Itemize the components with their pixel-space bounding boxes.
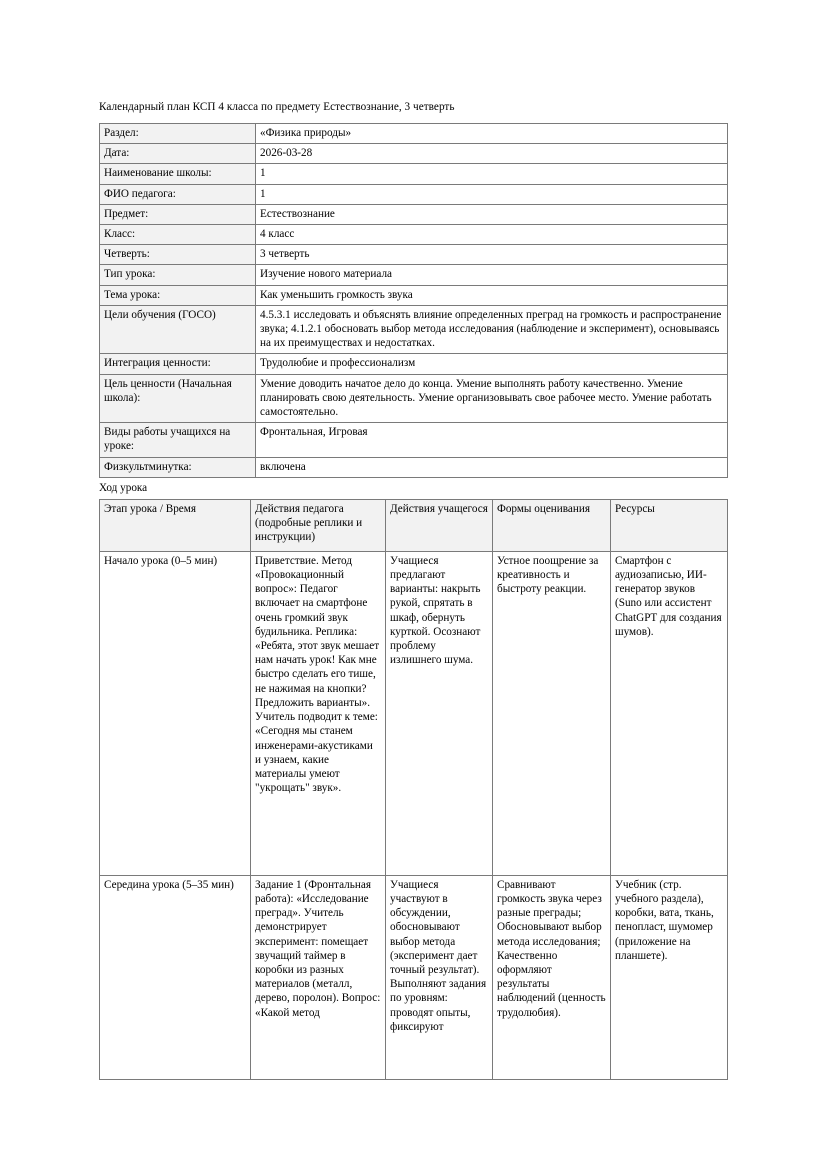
column-header-stage: Этап урока / Время [100,499,251,551]
lesson-info-body [100,124,728,478]
table-row [100,245,728,265]
info-label: Раздел: [100,124,256,144]
info-label: Четверть: [100,245,256,265]
table-row [100,225,728,245]
info-label: Класс: [100,225,256,245]
info-label: Тип урока: [100,265,256,285]
info-label: ФИО педагога: [100,184,256,204]
info-label: Цели обучения (ГОСО) [100,305,256,354]
info-value: 3 четверть [256,245,728,265]
page-title: Календарный план КСП 4 класса по предмету Естествознание, 3 четверть [99,101,455,113]
info-value: Как уменьшить громкость звука [256,285,728,305]
lesson-flow-table [99,499,728,1080]
info-value: 1 [256,184,728,204]
column-header-assessment: Формы оценивания [493,499,611,551]
table-row [100,551,728,875]
lesson-info-table [99,123,728,478]
info-label: Виды работы учащихся на уроке: [100,423,256,457]
info-value: Фронтальная, Игровая [256,423,728,457]
info-value: «Физика природы» [256,124,728,144]
info-value: включена [256,457,728,477]
table-row [100,875,728,1079]
cell-resources: Смартфон с аудиозаписью, ИИ-генератор звуков (Suno или ассистент ChatGPT для создания шумов). [611,551,728,875]
table-row [100,305,728,354]
lesson-flow-body [100,551,728,1079]
info-value: Трудолюбие и профессионализм [256,354,728,374]
cell-teacher-actions: Задание 1 (Фронтальная работа): «Исследование преград». Учитель демонстрирует эксперимент: помещает звучащий таймер в коробки из разных материалов (металл, дерево, поролон). Вопрос: «Какой метод [251,875,386,1079]
info-value: Изучение нового материала [256,265,728,285]
info-value: 4 класс [256,225,728,245]
table-row [100,144,728,164]
info-label: Наименование школы: [100,164,256,184]
cell-assessment: Сравнивают громкость звука через разные преграды; Обосновывают выбор метода исследования; Качественно оформляют результаты наблюдений (ценность трудолюбия). [493,875,611,1079]
info-label: Дата: [100,144,256,164]
table-row [100,285,728,305]
table-row [100,265,728,285]
info-label: Интеграция ценности: [100,354,256,374]
section-caption-lesson-flow: Ход урока [99,481,148,494]
info-value: 1 [256,164,728,184]
info-value: Умение доводить начатое дело до конца. Умение выполнять работу качественно. Умение планировать свою деятельность. Умение организовывать свое рабочее место. Умение работать самостоятельно. [256,374,728,423]
table-row [100,184,728,204]
lesson-flow-header [100,499,728,551]
column-header-student-actions: Действия учащегося [386,499,493,551]
table-row [100,457,728,477]
cell-stage: Середина урока (5–35 мин) [100,875,251,1079]
info-value: 4.5.3.1 исследовать и объяснять влияние определенных преград на громкость и распространение звука; 4.1.2.1 обосновать выбор метода исследования (наблюдение и эксперимент), основываясь на их преимуществах и недостатках. [256,305,728,354]
cell-resources: Учебник (стр. учебного раздела), коробки, вата, ткань, пенопласт, шумомер (приложение на планшете). [611,875,728,1079]
info-label: Предмет: [100,204,256,224]
table-header-row [100,499,728,551]
cell-student-actions: Учащиеся предлагают варианты: накрыть рукой, спрятать в шкаф, обернуть курткой. Осознают проблему излишнего шума. [386,551,493,875]
cell-assessment: Устное поощрение за креативность и быстроту реакции. [493,551,611,875]
info-label: Физкультминутка: [100,457,256,477]
table-row [100,204,728,224]
info-label: Тема урока: [100,285,256,305]
table-row [100,423,728,457]
cell-teacher-actions: Приветствие. Метод «Провокационный вопрос»: Педагог включает на смартфоне очень громкий звук будильника. Реплика: «Ребята, этот звук мешает нам начать урок! Как мне быстро сделать его тише, не нажимая на кнопки? Предложить варианты». Учитель подводит к теме: «Сегодня мы станем инженерами-акустиками и узнаем, какие материалы умеют "укрощать" звук». [251,551,386,875]
table-row [100,124,728,144]
table-row [100,374,728,423]
info-label: Цель ценности (Начальная школа): [100,374,256,423]
info-value: Естествознание [256,204,728,224]
info-value: 2026-03-28 [256,144,728,164]
table-row [100,354,728,374]
table-row [100,164,728,184]
cell-stage: Начало урока (0–5 мин) [100,551,251,875]
column-header-resources: Ресурсы [611,499,728,551]
cell-student-actions: Учащиеся участвуют в обсуждении, обосновывают выбор метода (эксперимент дает точный результат). Выполняют задания по уровням: проводят опыты, фиксируют [386,875,493,1079]
column-header-teacher-actions: Действия педагога (подробные реплики и инструкции) [251,499,386,551]
